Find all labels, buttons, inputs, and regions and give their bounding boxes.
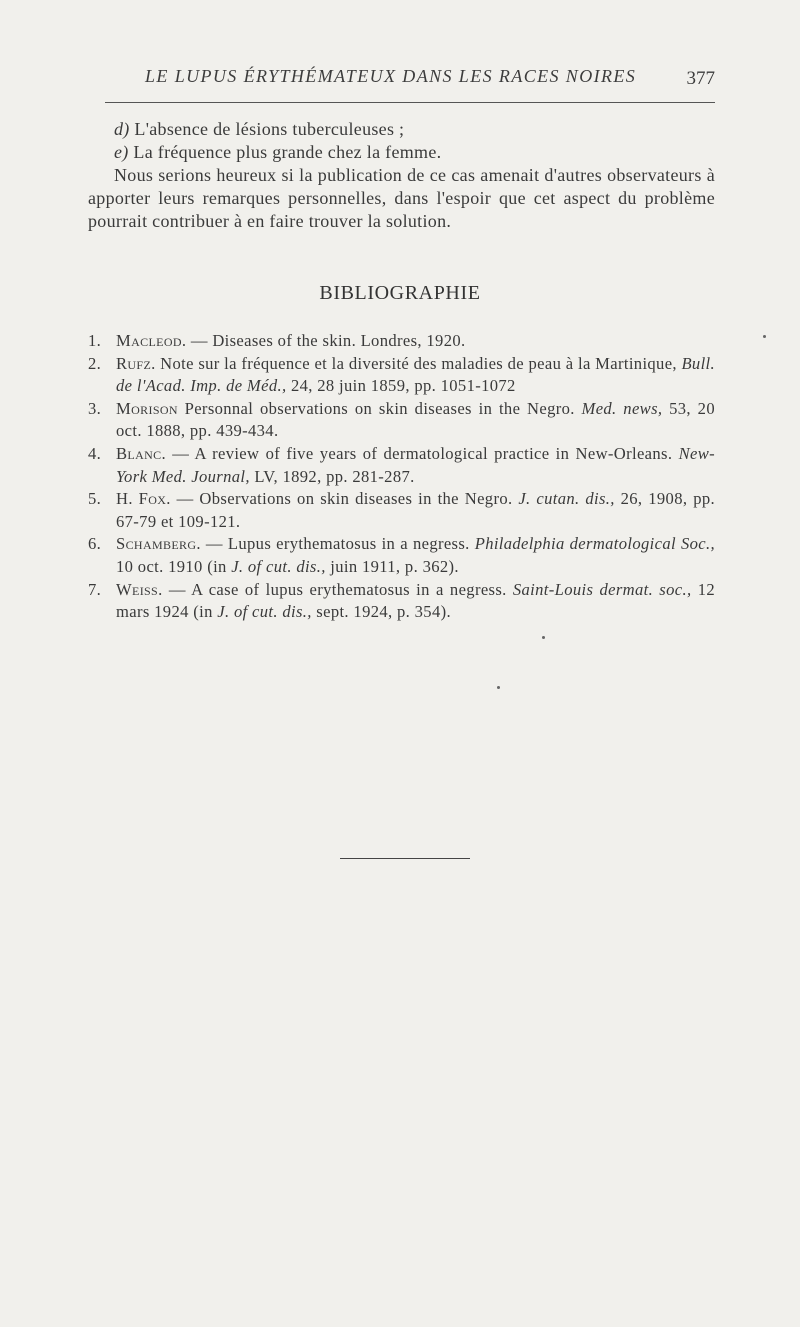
reference-author: H. Fox.	[116, 489, 171, 509]
reference-part: — Diseases of the skin. Londres, 1920.	[186, 331, 466, 350]
reference-journal: Philadelphia dermatological Soc.,	[474, 534, 715, 554]
reference-journal: J. of cut. dis.,	[231, 556, 326, 576]
reference-part: sept. 1924, p. 354).	[311, 602, 451, 622]
reference-part: Personnal observations on skin diseases in the Negro.	[177, 398, 582, 418]
reference-part: LV, 1892, pp. 281-287.	[249, 466, 415, 486]
reference-part: 26, 1908, pp. 67-79 et 109-121.	[116, 489, 715, 531]
reference-part: 53, 20 oct. 1888, pp. 439-434.	[116, 398, 715, 441]
reference-journal: J. cutan. dis.,	[518, 489, 615, 509]
reference-text	[116, 443, 715, 488]
reference-part: Note sur la fréquence et la diversité des maladies de peau à la Martinique,	[155, 353, 682, 373]
reference-journal: Bull. de l'Acad. Imp. de Méd.,	[116, 353, 715, 396]
page-number: 377	[686, 68, 715, 89]
reference-part: — A case of lupus erythematosus in a negress.	[162, 579, 513, 599]
reference-journal: Saint-Louis dermat. soc.,	[512, 579, 692, 599]
reference-part: juin 1911, p. 362).	[325, 556, 459, 576]
bibliography-list	[88, 330, 715, 624]
running-title: LE LUPUS ÉRYTHÉMATEUX DANS LES RACES NOIRES	[145, 66, 637, 86]
reference-part: — Lupus erythematosus in a negress.	[200, 534, 475, 554]
reference-author: Morison	[116, 398, 178, 418]
reference-journal: New-York Med. Journal,	[116, 443, 715, 486]
reference-author: Macleod.	[116, 331, 187, 350]
reference-author: Schamberg.	[116, 534, 201, 554]
paper-speck	[497, 686, 500, 689]
body-text	[88, 118, 715, 233]
reference-number: 4.	[88, 443, 102, 463]
paper-speck	[542, 636, 545, 639]
reference-6	[88, 533, 715, 578]
reference-7	[88, 579, 715, 624]
reference-part: 24, 28 juin 1859, pp. 1051-1072	[286, 376, 516, 396]
item-e-label: e)	[114, 142, 129, 162]
list-item-d	[88, 118, 715, 141]
reference-2	[88, 353, 715, 398]
reference-number: 1.	[88, 331, 102, 350]
reference-part: 12 mars 1924 (in	[116, 579, 715, 622]
bibliography-title: BIBLIOGRAPHIE	[319, 282, 481, 304]
reference-part: — Observations on skin diseases in the Negro.	[170, 489, 519, 509]
reference-1	[88, 330, 715, 353]
reference-text	[116, 533, 715, 578]
end-rule	[340, 858, 470, 859]
reference-journal: Med. news,	[581, 398, 663, 418]
reference-part: — A review of five years of dermatological practice in New-Orleans.	[165, 443, 679, 463]
reference-text	[116, 488, 715, 533]
reference-4	[88, 443, 715, 488]
reference-number: 2.	[88, 353, 102, 373]
reference-part: 10 oct. 1910 (in	[116, 556, 232, 576]
reference-5	[88, 488, 715, 533]
reference-journal: J. of cut. dis.,	[217, 602, 312, 622]
item-e-text: La fréquence plus grande chez la femme.	[128, 142, 442, 162]
reference-number: 6.	[88, 534, 102, 554]
reference-text	[116, 330, 715, 353]
reference-text	[116, 353, 715, 398]
paper-speck	[763, 335, 766, 338]
reference-author: Weiss.	[116, 579, 163, 599]
page-header	[105, 62, 715, 103]
item-d-label: d)	[114, 119, 130, 139]
closing-paragraph: Nous serions heureux si la publication de ce cas amenait d'autres observateurs à apporter leurs remarques personnelles, dans l'espoir que cet aspect du problème pourrait contribuer à en faire trouver la solution.	[88, 165, 715, 231]
item-d-text: L'absence de lésions tuberculeuses ;	[129, 119, 405, 139]
reference-text	[116, 398, 715, 443]
reference-number: 5.	[88, 489, 102, 509]
reference-number: 3.	[88, 398, 102, 418]
list-item-e	[88, 141, 715, 164]
reference-text	[116, 579, 715, 624]
reference-author: Rufz.	[116, 353, 156, 373]
reference-3	[88, 398, 715, 443]
reference-author: Blanc.	[116, 443, 166, 463]
reference-number: 7.	[88, 579, 102, 599]
